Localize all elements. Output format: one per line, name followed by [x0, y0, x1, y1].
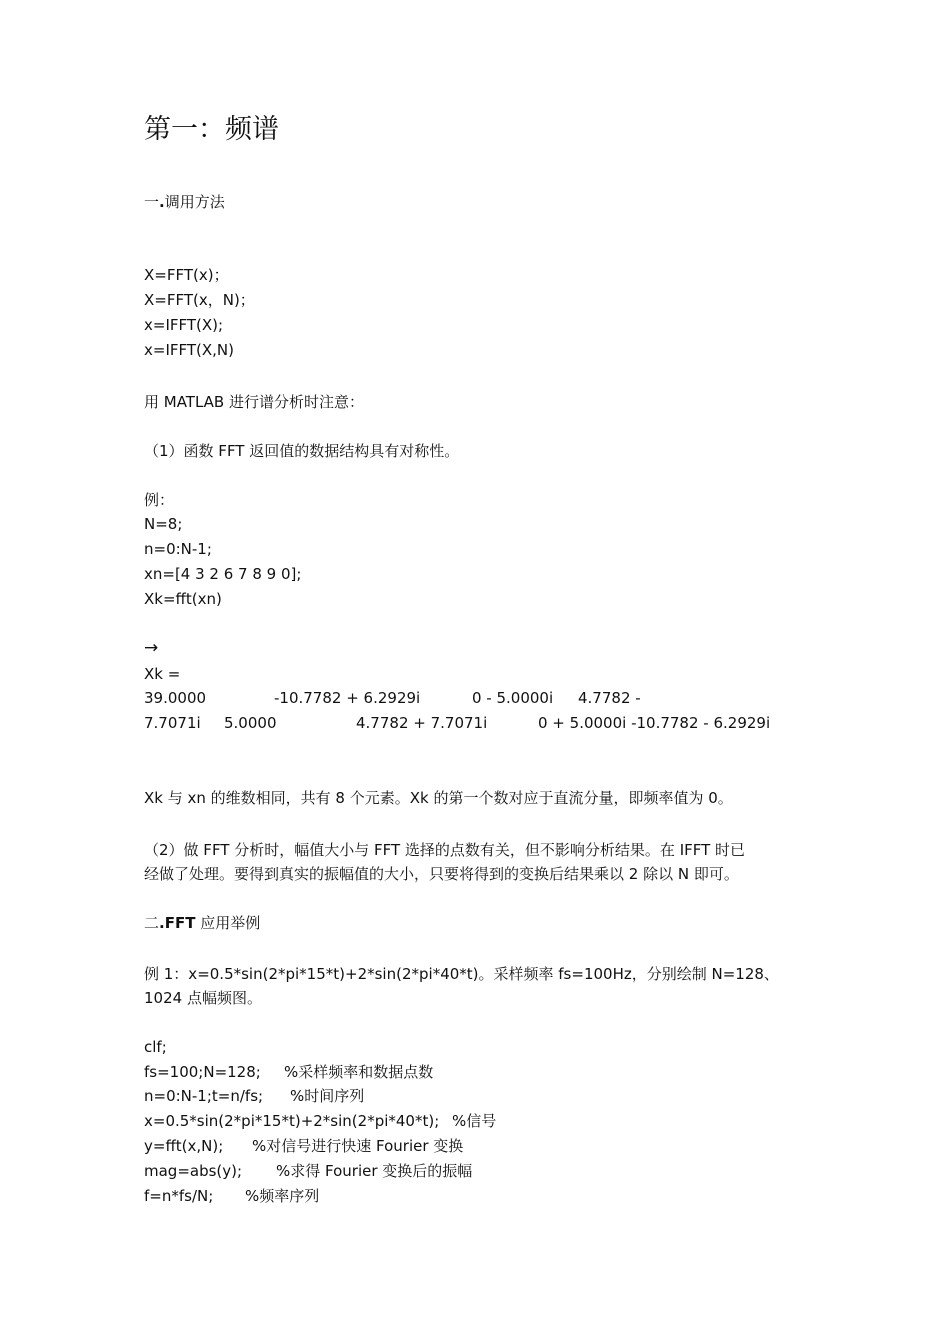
result-value: 7.7071i — [144, 714, 201, 732]
page-title: 第一：频谱 — [144, 114, 279, 145]
syntax-line: x=IFFT(X); — [144, 316, 224, 334]
section-number: 一 — [144, 193, 160, 211]
syntax-line: x=IFFT(X,N) — [144, 341, 234, 359]
section-heading-1 — [144, 192, 225, 212]
code-line — [144, 1161, 473, 1181]
code-comment: %信号 — [452, 1112, 497, 1130]
code-line — [144, 1037, 167, 1057]
section-dot: . — [159, 914, 165, 932]
code-text: n=0:N-1;t=n/fs; — [144, 1087, 264, 1105]
code-text: x=0.5*sin(2*pi*15*t)+2*sin(2*pi*40*t); — [144, 1112, 440, 1130]
section-label: 调用方法 — [164, 193, 225, 211]
section-bold-label: FFT — [164, 914, 196, 932]
code-line — [144, 1186, 320, 1206]
code-comment: %采样频率和数据点数 — [284, 1063, 434, 1081]
point-2-line: 经做了处理。要得到真实的振幅值的大小，只要将得到的变换后结果乘以 2 除以 N 即可。 — [144, 865, 739, 883]
result-value: -10.7782 + 6.2929i — [274, 689, 421, 707]
result-value: 39.0000 — [144, 689, 207, 707]
example-1-line: 例 1：x=0.5*sin(2*pi*15*t)+2*sin(2*pi*40*t)。采样频率 fs=100Hz，分别绘制 N=128、 — [144, 965, 779, 983]
code-text: y=fft(x,N); — [144, 1137, 224, 1155]
section-number: 二 — [144, 914, 160, 932]
code-comment: %时间序列 — [290, 1087, 365, 1105]
syntax-line: X=FFT(x，N)； — [144, 291, 255, 309]
result-value: 0 + 5.0000i -10.7782 - 6.2929i — [538, 714, 771, 732]
result-label: Xk = — [144, 665, 181, 683]
result-value: 4.7782 - — [578, 689, 641, 707]
code-text: f=n*fs/N; — [144, 1187, 214, 1205]
example-1-line: 1024 点幅频图。 — [144, 989, 262, 1007]
section-dot: . — [159, 193, 165, 211]
example-code-line: Xk=fft(xn) — [144, 590, 222, 608]
code-comment: %频率序列 — [245, 1187, 320, 1205]
syntax-line: X=FFT(x)； — [144, 266, 229, 284]
result-value: 5.0000 — [224, 714, 277, 732]
result-value: 4.7782 + 7.7071i — [356, 714, 488, 732]
note-intro: 用 MATLAB 进行谱分析时注意： — [144, 393, 364, 411]
code-line — [144, 1062, 434, 1082]
result-value: 0 - 5.0000i — [472, 689, 554, 707]
code-comment: %求得 Fourier 变换后的振幅 — [276, 1162, 473, 1180]
dimension-note: Xk 与 xn 的维数相同，共有 8 个元素。Xk 的第一个数对应于直流分量，即频率值为 0。 — [144, 789, 733, 807]
code-comment: %对信号进行快速 Fourier 变换 — [252, 1137, 464, 1155]
example-code-line: xn=[4 3 2 6 7 8 9 0]; — [144, 565, 302, 583]
example-code-line: n=0:N-1; — [144, 540, 212, 558]
code-line — [144, 1086, 365, 1106]
code-text: mag=abs(y); — [144, 1162, 243, 1180]
arrow-icon: → — [144, 638, 159, 658]
code-line — [144, 1111, 497, 1131]
section-heading-2 — [144, 913, 260, 933]
example-label: 例： — [144, 491, 175, 509]
point-1: （1）函数 FFT 返回值的数据结构具有对称性。 — [144, 442, 460, 460]
code-text: clf; — [144, 1038, 167, 1056]
point-2-line: （2）做 FFT 分析时，幅值大小与 FFT 选择的点数有关，但不影响分析结果。在 IFFT 时已 — [144, 841, 746, 859]
example-code-line: N=8; — [144, 515, 183, 533]
code-line — [144, 1136, 464, 1156]
section-label: 应用举例 — [195, 914, 261, 932]
code-text: fs=100;N=128; — [144, 1063, 261, 1081]
